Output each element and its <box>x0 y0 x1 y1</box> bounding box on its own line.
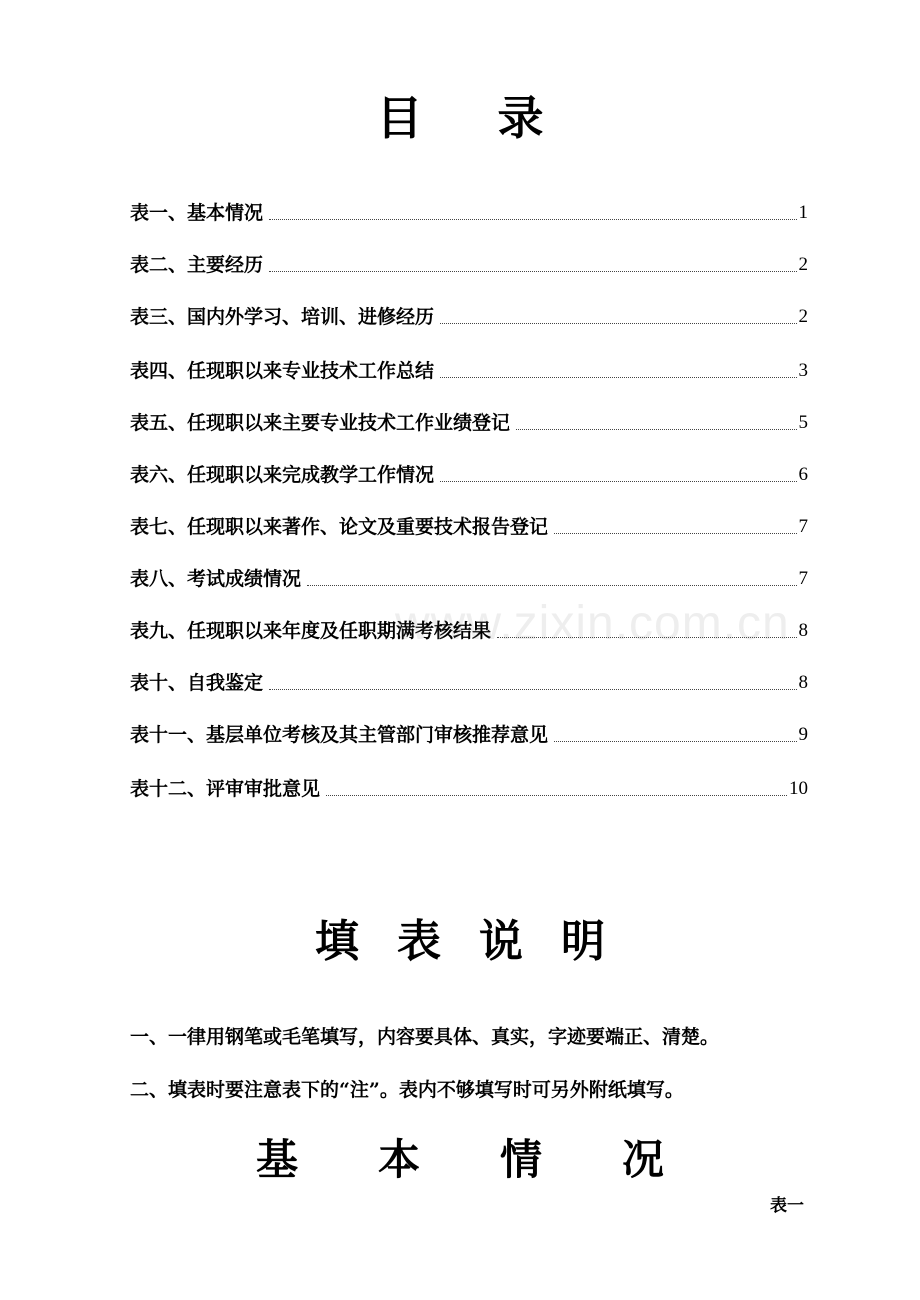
toc-item-label: 表三、国内外学习、培训、进修经历 <box>130 306 435 328</box>
toc-dot-leader <box>440 376 796 378</box>
toc-item[interactable] <box>130 300 808 330</box>
note-line: 二、填表时要注意表下的“注”。表内不够填写时可另外附纸填写。 <box>130 1079 684 1101</box>
toc-item[interactable] <box>130 772 808 802</box>
toc-item[interactable] <box>130 510 808 540</box>
toc-dot-leader <box>269 270 796 272</box>
toc-item-page: 9 <box>798 724 808 745</box>
toc-dot-leader <box>269 218 796 220</box>
toc-dot-leader <box>440 322 796 324</box>
toc-item-label: 表四、任现职以来专业技术工作总结 <box>130 360 435 382</box>
toc-item[interactable] <box>130 248 808 278</box>
toc-item-label: 表十、自我鉴定 <box>130 672 264 694</box>
toc-dot-leader <box>554 740 796 742</box>
toc-item-label: 表二、主要经历 <box>130 254 264 276</box>
toc-dot-leader <box>307 584 796 586</box>
toc-item-label: 表十二、评审审批意见 <box>130 778 321 800</box>
toc-dot-leader <box>440 480 796 482</box>
toc-item-page: 6 <box>798 464 808 485</box>
toc-item-page: 3 <box>798 360 808 381</box>
watermark: www.zixin.com.cn <box>395 597 790 650</box>
toc-item-page: 7 <box>798 568 808 589</box>
toc-item[interactable] <box>130 718 808 748</box>
note-line: 一、一律用钢笔或毛笔填写，内容要具体、真实，字迹要端正、清楚。 <box>130 1026 720 1048</box>
toc-item[interactable] <box>130 666 808 696</box>
toc-item[interactable] <box>130 458 808 488</box>
toc-item-page: 2 <box>798 306 808 327</box>
toc-item-page: 8 <box>798 672 808 693</box>
toc-item-label: 表六、任现职以来完成教学工作情况 <box>130 464 435 486</box>
toc-item-label: 表七、任现职以来著作、论文及重要技术报告登记 <box>130 516 549 538</box>
basic-info-title: 基本情况 <box>255 1135 744 1184</box>
toc-dot-leader <box>326 794 787 796</box>
toc-item-label: 表九、任现职以来年度及任职期满考核结果 <box>130 620 492 642</box>
toc-item[interactable] <box>130 562 808 592</box>
notes-title: 填表说明 <box>315 916 643 967</box>
toc-item-label: 表八、考试成绩情况 <box>130 568 302 590</box>
toc-item-label: 表五、任现职以来主要专业技术工作业绩登记 <box>130 412 511 434</box>
toc-item-page: 7 <box>798 516 808 537</box>
toc-item-page: 5 <box>798 412 808 433</box>
toc-dot-leader <box>269 688 796 690</box>
toc-item-label: 表一、基本情况 <box>130 202 264 224</box>
toc-item-page: 2 <box>798 254 808 275</box>
toc-item-page: 10 <box>789 778 808 799</box>
toc-item[interactable] <box>130 406 808 436</box>
toc-item-page: 1 <box>798 202 808 223</box>
table-tag: 表一 <box>770 1196 804 1216</box>
toc-dot-leader <box>554 532 796 534</box>
toc-item[interactable] <box>130 196 808 226</box>
toc-item-page: 8 <box>798 620 808 641</box>
toc-item-label: 表十一、基层单位考核及其主管部门审核推荐意见 <box>130 724 549 746</box>
toc-dot-leader <box>516 428 796 430</box>
toc-title: 目录 <box>376 91 619 145</box>
toc-item[interactable] <box>130 354 808 384</box>
